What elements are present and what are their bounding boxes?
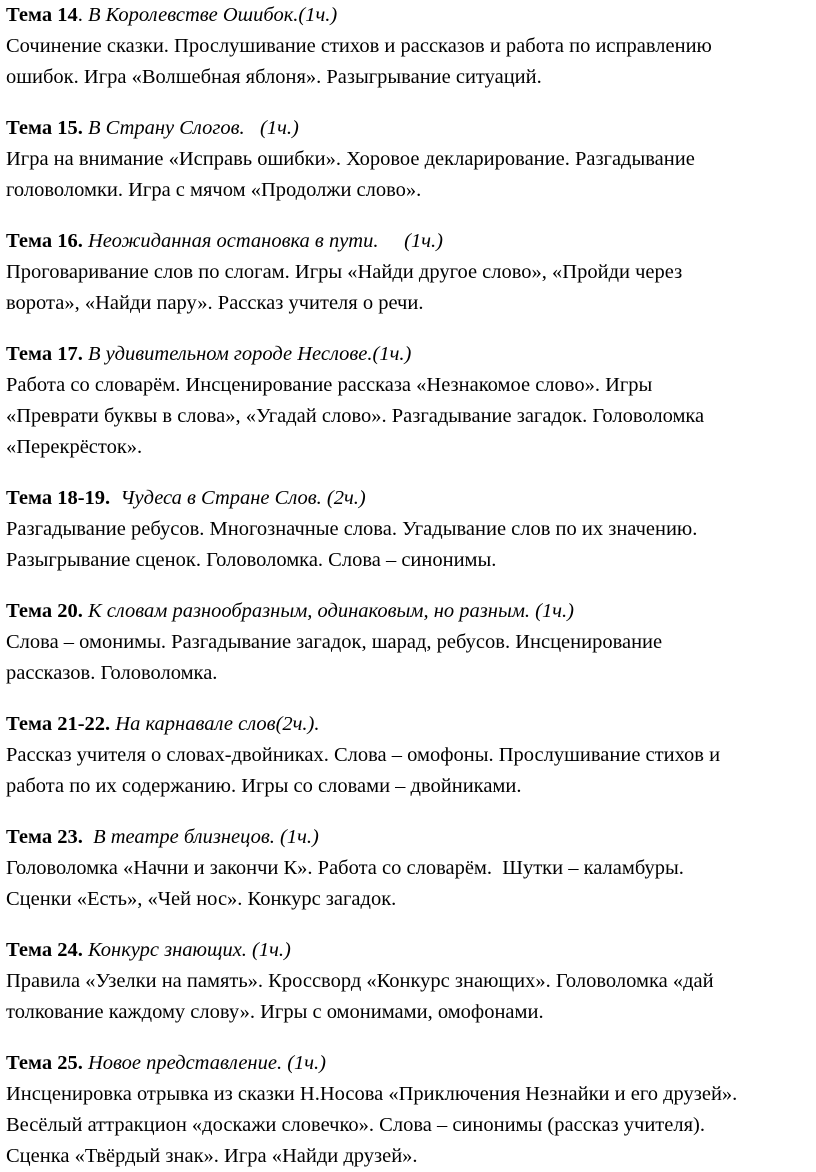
topic-body-line: Разгадывание ребусов. Многозначные слова. Угадывание слов по их значению. — [6, 518, 698, 540]
topic-body-line: «Перекрёсток». — [6, 436, 143, 458]
topic-24 — [6, 935, 810, 1028]
topic-23 — [6, 822, 810, 915]
topic-body-line: Рассказ учителя о словах-двойниках. Слова – омофоны. Прослушивание стихов и — [6, 744, 721, 766]
topic-heading — [6, 1048, 810, 1079]
topic-body-line: Сочинение сказки. Прослушивание стихов и рассказов и работа по исправлению — [6, 35, 712, 57]
topic-body-line: Сценки «Есть», «Чей нос». Конкурс загадок. — [6, 888, 397, 910]
topic-number: Тема 17. — [6, 343, 83, 365]
topic-number: Тема 16. — [6, 230, 83, 252]
topic-heading — [6, 226, 810, 257]
topic-body-line: толкование каждому слову». Игры с омонимами, омофонами. — [6, 1001, 544, 1023]
topic-body-line: Разыгрывание сценок. Головоломка. Слова – синонимы. — [6, 549, 497, 571]
heading-separator: . — [77, 4, 88, 26]
topic-17 — [6, 339, 810, 463]
topic-title: В Страну Слогов. (1ч.) — [87, 117, 299, 139]
topic-body-line: ошибок. Игра «Волшебная яблоня». Разыгрывание ситуаций. — [6, 66, 542, 88]
topic-number: Тема 20. — [6, 600, 83, 622]
topic-number: Тема 23. — [6, 826, 83, 848]
topic-heading — [6, 339, 810, 370]
topic-body-line: Проговаривание слов по слогам. Игры «Найди другое слово», «Пройди через — [6, 261, 683, 283]
topic-body-line: Игра на внимание «Исправь ошибки». Хоровое декларирование. Разгадывание — [6, 148, 695, 170]
topic-title: На карнавале слов(2ч.). — [115, 713, 320, 735]
topic-body-line: «Преврати буквы в слова», «Угадай слово». Разгадывание загадок. Головоломка — [6, 405, 705, 427]
topic-body-line: рассказов. Головоломка. — [6, 662, 218, 684]
topic-body-line: Головоломка «Начни и закончи К». Работа со словарём. Шутки – каламбуры. — [6, 857, 684, 879]
heading-separator — [110, 487, 120, 509]
topic-heading — [6, 596, 810, 627]
topic-title: В театре близнецов. (1ч.) — [93, 826, 319, 848]
topic-body-line: работа по их содержанию. Игры со словами – двойниками. — [6, 775, 522, 797]
topic-title: Новое представление. (1ч.) — [87, 1052, 326, 1074]
document-page — [6, 0, 810, 1172]
topic-number: Тема 21-22. — [6, 713, 111, 735]
topic-number: Тема 14 — [6, 4, 78, 26]
topic-number: Тема 25. — [6, 1052, 83, 1074]
topic-body-line: Работа со словарём. Инсценирование рассказа «Незнакомое слово». Игры — [6, 374, 653, 396]
topic-body-line: головоломки. Игра с мячом «Продолжи слово». — [6, 179, 422, 201]
topic-number: Тема 15. — [6, 117, 83, 139]
topic-21-22 — [6, 709, 810, 802]
topic-25 — [6, 1048, 810, 1172]
topic-heading — [6, 0, 810, 31]
topic-body-line: Инсценировка отрывка из сказки Н.Носова «Приключения Незнайки и его друзей». — [6, 1083, 738, 1105]
topic-heading — [6, 822, 810, 853]
topic-14 — [6, 0, 810, 93]
topic-body-line: ворота», «Найди пару». Рассказ учителя о речи. — [6, 292, 424, 314]
topic-title: Неожиданная остановка в пути. (1ч.) — [87, 230, 443, 252]
topic-title: В удивительном городе Неслове.(1ч.) — [87, 343, 412, 365]
topic-20 — [6, 596, 810, 689]
topic-body-line: Сценка «Твёрдый знак». Игра «Найди друзей». — [6, 1145, 418, 1167]
topic-number: Тема 24. — [6, 939, 83, 961]
topic-heading — [6, 483, 810, 514]
topic-16 — [6, 226, 810, 319]
topic-18-19 — [6, 483, 810, 576]
topic-body-line: Правила «Узелки на память». Кроссворд «Конкурс знающих». Головоломка «дай — [6, 970, 714, 992]
topic-heading — [6, 113, 810, 144]
topic-heading — [6, 935, 810, 966]
topic-title: В Королевстве Ошибок.(1ч.) — [87, 4, 338, 26]
topic-title: Конкурс знающих. (1ч.) — [87, 939, 291, 961]
topic-number: Тема 18-19. — [6, 487, 111, 509]
topic-body-line: Весёлый аттракцион «доскажи словечко». Слова – синонимы (рассказ учителя). — [6, 1114, 705, 1136]
topic-title: Чудеса в Стране Слов. (2ч.) — [120, 487, 366, 509]
topic-body-line: Слова – омонимы. Разгадывание загадок, шарад, ребусов. Инсценирование — [6, 631, 663, 653]
heading-separator — [83, 826, 93, 848]
topic-15 — [6, 113, 810, 206]
topic-heading — [6, 709, 810, 740]
topic-title: К словам разнообразным, одинаковым, но разным. (1ч.) — [87, 600, 574, 622]
